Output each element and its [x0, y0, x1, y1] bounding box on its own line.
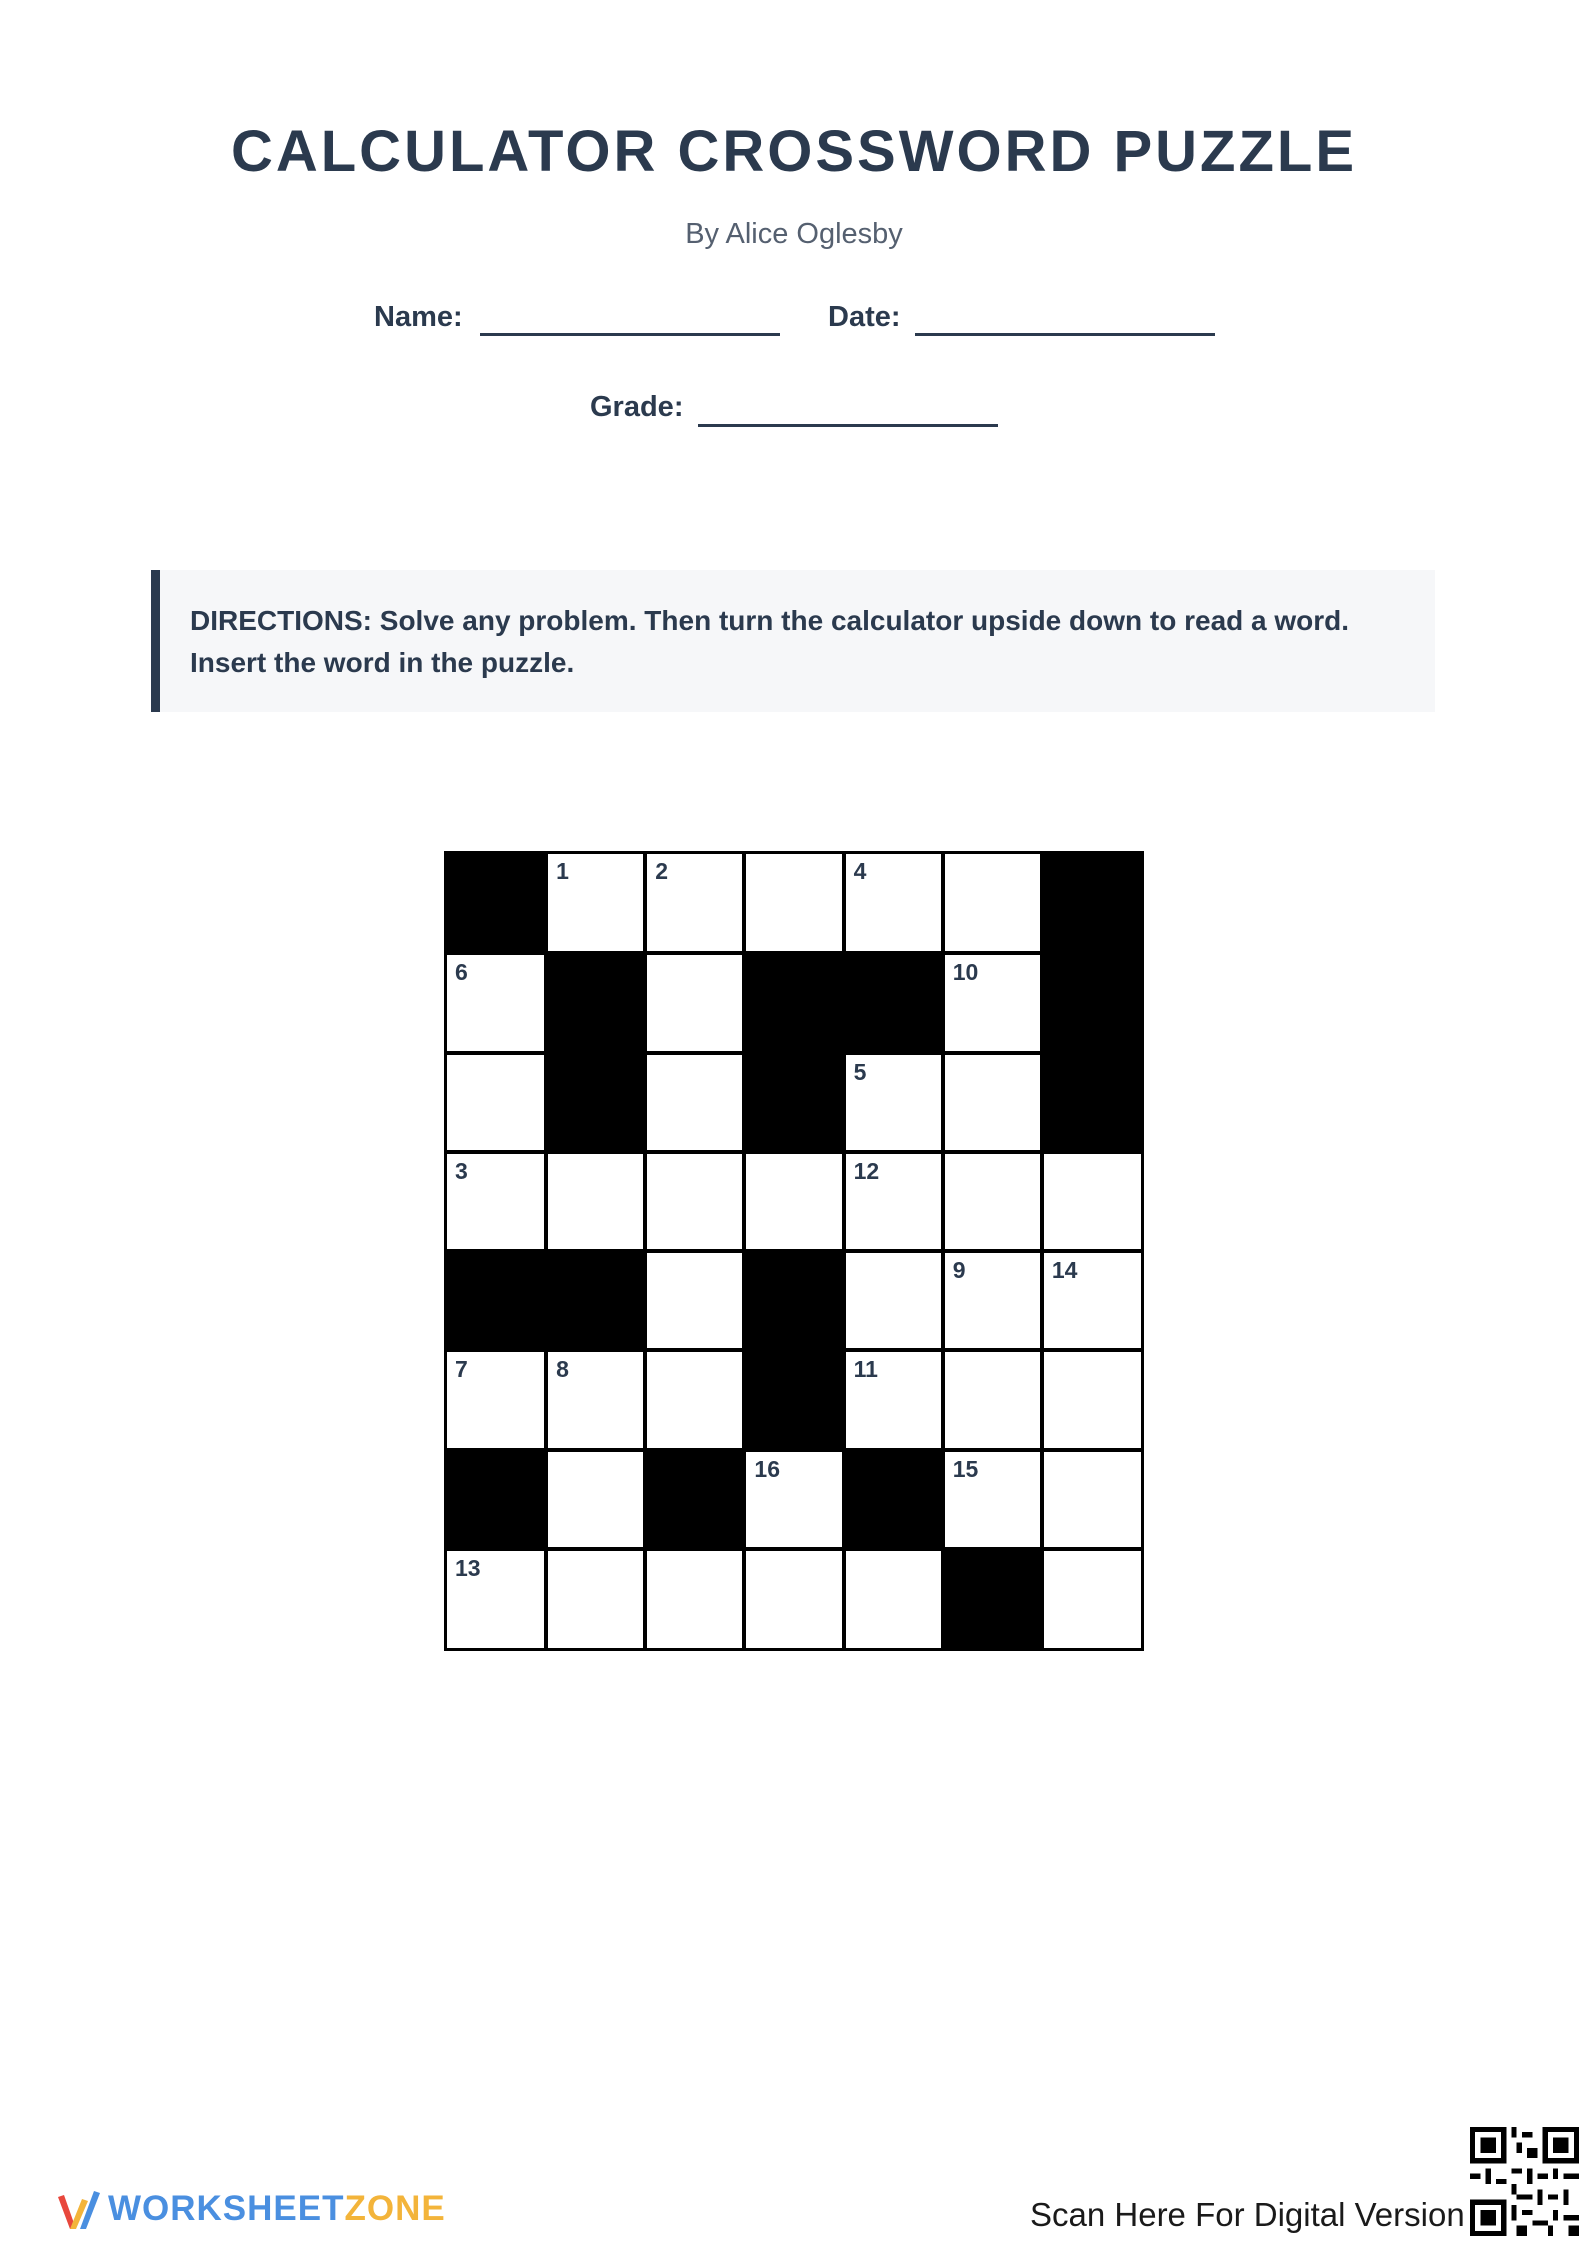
date-label: Date: — [828, 301, 901, 333]
crossword-cell[interactable] — [548, 1551, 643, 1648]
crossword-cell[interactable] — [647, 1253, 742, 1348]
directions-line-1: DIRECTIONS: Solve any problem. Then turn the calculator upside down to read a word. — [190, 605, 1350, 636]
crossword-cell[interactable] — [447, 955, 544, 1050]
crossword-cell[interactable] — [846, 1551, 941, 1648]
crossword-cell[interactable] — [1044, 1452, 1141, 1547]
clue-number: 10 — [952, 959, 979, 986]
crossword-cell[interactable] — [945, 1352, 1040, 1447]
date-input-line[interactable] — [915, 333, 1215, 336]
crossword-cell[interactable] — [548, 854, 643, 951]
crossword-cell[interactable] — [548, 1154, 643, 1249]
clue-number: 9 — [952, 1257, 966, 1283]
clue-number: 15 — [952, 1455, 979, 1482]
crossword-cell[interactable] — [647, 1055, 742, 1150]
crossword-cell[interactable] — [647, 1154, 742, 1249]
crossword-cell[interactable] — [945, 1452, 1040, 1547]
clue-number: 6 — [455, 959, 468, 986]
grade-label: Grade: — [590, 391, 684, 423]
clue-number: 12 — [853, 1157, 880, 1184]
crossword-cell[interactable] — [945, 854, 1040, 951]
scan-text: Scan Here For Digital Version — [1030, 2196, 1465, 2233]
page-title: CALCULATOR CROSSWORD PUZZLE — [230, 119, 1358, 184]
crossword-cell[interactable] — [1044, 1352, 1141, 1447]
clue-number: 16 — [754, 1455, 781, 1482]
crossword-block — [447, 1452, 544, 1547]
crossword-block — [846, 955, 941, 1050]
crossword-cell[interactable] — [846, 854, 941, 951]
crossword-block — [447, 1253, 544, 1348]
crossword-cell[interactable] — [945, 1253, 1040, 1348]
clue-number: 4 — [853, 858, 867, 884]
crossword-cell[interactable] — [647, 955, 742, 1050]
crossword-block — [1044, 854, 1141, 951]
crossword-cell[interactable] — [746, 1551, 841, 1648]
crossword-block — [746, 1253, 841, 1348]
name-label: Name: — [374, 301, 463, 333]
crossword-cell[interactable] — [1044, 1253, 1141, 1348]
clue-number: 13 — [455, 1554, 481, 1581]
grade-input-line[interactable] — [698, 424, 998, 427]
clue-number: 11 — [853, 1356, 878, 1383]
crossword-cell[interactable] — [1044, 1154, 1141, 1249]
crossword-cell[interactable] — [945, 1154, 1040, 1249]
crossword-cell[interactable] — [945, 1055, 1040, 1150]
brand-part-2: ZONE — [344, 2189, 446, 2228]
brand-part-1: WORKSHEET — [108, 2189, 345, 2228]
crossword-cell[interactable] — [447, 1551, 544, 1648]
crossword-block — [945, 1551, 1040, 1648]
clue-number: 5 — [853, 1058, 867, 1085]
crossword-block — [548, 1253, 643, 1348]
crossword-block — [746, 1055, 841, 1150]
crossword-cell[interactable] — [647, 854, 742, 951]
crossword-cell[interactable] — [846, 1154, 941, 1249]
crossword-block — [447, 854, 544, 951]
worksheetzone-logo-icon — [56, 2185, 100, 2233]
crossword-block — [746, 955, 841, 1050]
clue-number: 8 — [556, 1356, 569, 1383]
qr-code-icon[interactable] — [1470, 2127, 1579, 2236]
name-input-line[interactable] — [480, 333, 780, 336]
crossword-cell[interactable] — [846, 1352, 941, 1447]
crossword-cell[interactable] — [447, 1154, 544, 1249]
crossword-block — [548, 1055, 643, 1150]
crossword-cell[interactable] — [647, 1352, 742, 1447]
author-byline: By Alice Oglesby — [685, 218, 903, 250]
crossword-cell[interactable] — [647, 1551, 742, 1648]
crossword-grid — [444, 851, 1144, 1651]
crossword-cell[interactable] — [548, 1352, 643, 1447]
clue-number: 14 — [1051, 1257, 1078, 1283]
clue-number: 1 — [556, 858, 569, 884]
crossword-block — [1044, 955, 1141, 1050]
crossword-cell[interactable] — [846, 1253, 941, 1348]
crossword-block — [1044, 1055, 1141, 1150]
crossword-cell[interactable] — [945, 955, 1040, 1050]
crossword-cell[interactable] — [447, 1055, 544, 1150]
crossword-cell[interactable] — [548, 1452, 643, 1547]
crossword-cell[interactable] — [846, 1055, 941, 1150]
crossword-block — [746, 1352, 841, 1447]
directions-box — [151, 570, 1435, 712]
crossword-block — [647, 1452, 742, 1547]
clue-number: 3 — [455, 1157, 468, 1184]
crossword-cell[interactable] — [746, 1452, 841, 1547]
brand-name — [108, 2189, 446, 2229]
crossword-cell[interactable] — [1044, 1551, 1141, 1648]
crossword-cell[interactable] — [447, 1352, 544, 1447]
directions-line-2: Insert the word in the puzzle. — [190, 647, 575, 678]
clue-number: 7 — [455, 1356, 468, 1383]
clue-number: 2 — [655, 858, 669, 884]
crossword-cell[interactable] — [746, 1154, 841, 1249]
crossword-cell[interactable] — [746, 854, 841, 951]
crossword-block — [846, 1452, 941, 1547]
crossword-block — [548, 955, 643, 1050]
